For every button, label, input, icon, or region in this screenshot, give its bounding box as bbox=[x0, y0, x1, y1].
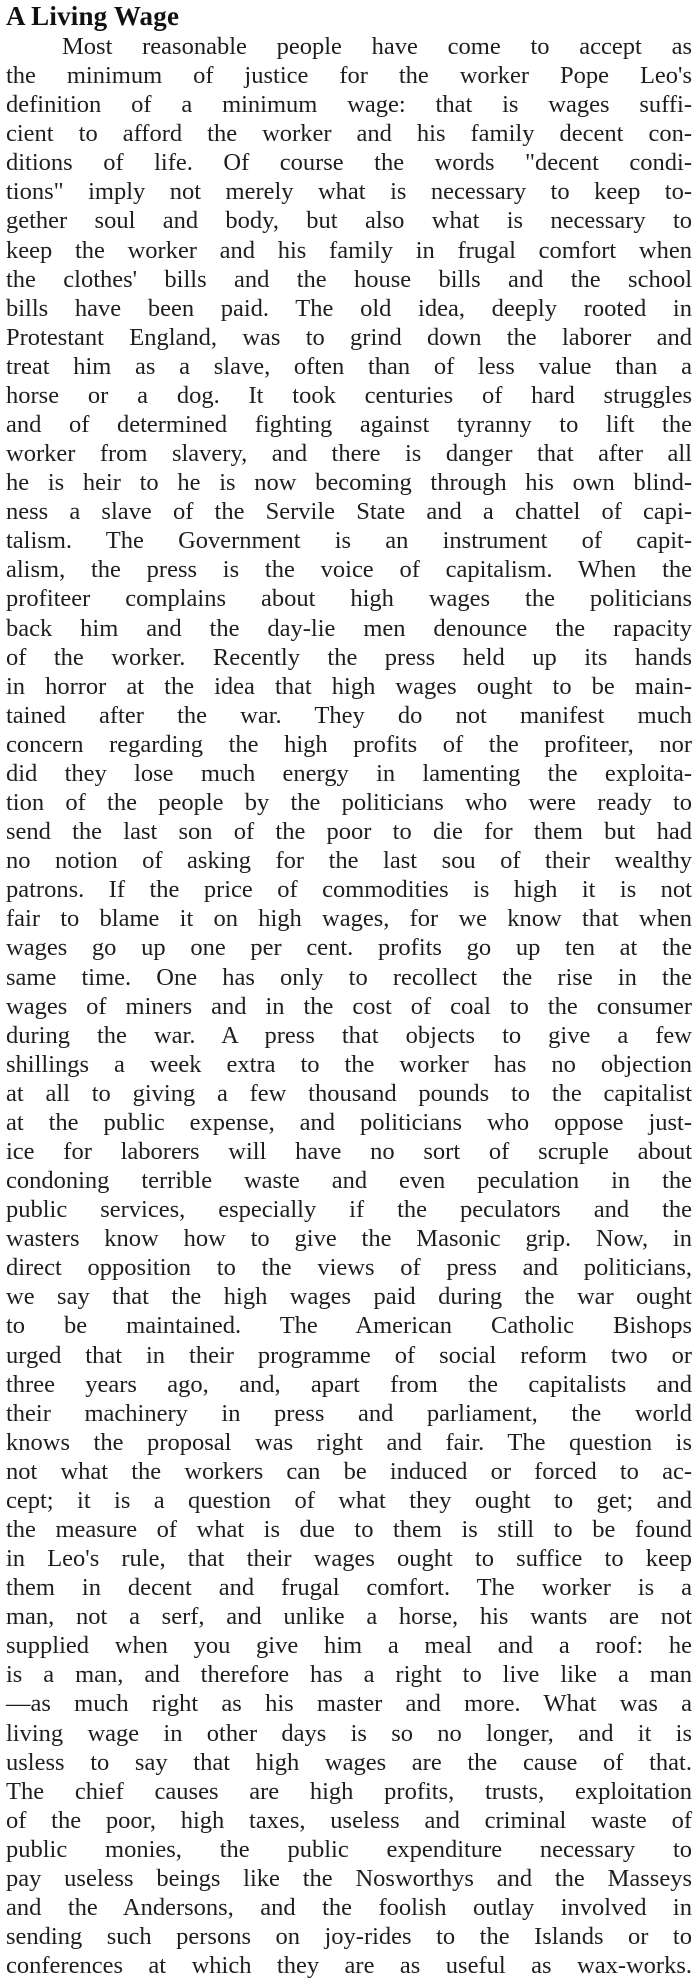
article-line: living wage in other days is so no longer, and it is bbox=[6, 1719, 692, 1747]
article-line: same time. One has only to recollect the rise in the bbox=[6, 963, 692, 991]
article-line: of the poor, high taxes, useless and criminal waste of bbox=[6, 1806, 692, 1834]
article-line: conferences at which they are as useful as wax-works. bbox=[6, 1952, 692, 1980]
article-line: at all to giving a few thousand pounds to the capitalist bbox=[6, 1079, 692, 1107]
article-line: horse or a dog. It took centuries of hard struggles bbox=[6, 381, 692, 409]
article-line: fair to blame it on high wages, for we know that when bbox=[6, 905, 692, 933]
article-line: wages go up one per cent. profits go up ten at the bbox=[6, 934, 692, 962]
article-line: treat him as a slave, often than of less value than a bbox=[6, 352, 692, 380]
article-line: not what the workers can be induced or forced to ac- bbox=[6, 1457, 692, 1485]
article-line: is a man, and therefore has a right to live like a man bbox=[6, 1661, 692, 1689]
article-line: the clothes' bills and the house bills and the school bbox=[6, 265, 692, 293]
article-line: public monies, the public expenditure necessary to bbox=[6, 1835, 692, 1863]
article-line: cept; it is a question of what they ought to get; and bbox=[6, 1486, 692, 1514]
article-line: them in decent and frugal comfort. The worker is a bbox=[6, 1574, 692, 1602]
article-line: —as much right as his master and more. What was a bbox=[6, 1690, 692, 1718]
article-line: condoning terrible waste and even peculation in the bbox=[6, 1167, 692, 1195]
article-line: and the Andersons, and the foolish outlay involved in bbox=[6, 1894, 692, 1921]
article-line: supplied when you give him a meal and a roof: he bbox=[6, 1632, 692, 1660]
article-line: ice for laborers will have no sort of scruple about bbox=[6, 1137, 692, 1165]
article-line: worker from slavery, and there is danger that after all bbox=[6, 440, 692, 468]
article-line: talism. The Government is an instrument of capit- bbox=[6, 527, 692, 555]
article-headline: A Living Wage bbox=[6, 1, 180, 31]
article-line: he is heir to he is now becoming through his own blind- bbox=[6, 469, 692, 497]
article-line: in horror at the idea that high wages ought to be main- bbox=[6, 672, 692, 700]
article-line: in Leo's rule, that their wages ought to suffice to keep bbox=[6, 1545, 692, 1573]
article-line: ditions of life. Of course the words "decent condi- bbox=[6, 149, 692, 177]
article-line: knows the proposal was right and fair. The question is bbox=[6, 1428, 692, 1456]
article-line: back him and the day-lie men denounce the rapacity bbox=[6, 614, 692, 642]
article-line: direct opposition to the views of press and politicians, bbox=[6, 1254, 692, 1282]
article-line: pay useless beings like the Nosworthys and the Masseys bbox=[6, 1864, 692, 1892]
article-line: we say that the high wages paid during the war ought bbox=[6, 1283, 692, 1311]
article-line: cient to afford the worker and his family decent con- bbox=[6, 120, 692, 148]
article-line: gether soul and body, but also what is necessary to bbox=[6, 207, 692, 235]
article-line: send the last son of the poor to die for them but had bbox=[6, 818, 692, 846]
article-line: tions" imply not merely what is necessary to keep to- bbox=[6, 178, 692, 206]
article-line: tion of the people by the politicians who were ready to bbox=[6, 789, 692, 817]
article-line: wages of miners and in the cost of coal to the consumer bbox=[6, 992, 692, 1020]
article-body bbox=[6, 32, 692, 1980]
article-line: man, not a serf, and unlike a horse, his wants are not bbox=[6, 1603, 692, 1631]
article-line: The chief causes are high profits, trusts, exploitation bbox=[6, 1777, 692, 1805]
article-line: ness a slave of the Servile State and a chattel of capi- bbox=[6, 498, 692, 526]
article-line: urged that in their programme of social reform two or bbox=[6, 1341, 692, 1369]
article-line: three years ago, and, apart from the capitalists and bbox=[6, 1370, 692, 1398]
article-line: of the worker. Recently the press held up its hands bbox=[6, 643, 692, 671]
article-line: Most reasonable people have come to accept as bbox=[62, 33, 692, 60]
article-line: to be maintained. The American Catholic Bishops bbox=[6, 1312, 692, 1340]
article-line: keep the worker and his family in frugal comfort when bbox=[6, 236, 692, 264]
article-line: at the public expense, and politicians who oppose just- bbox=[6, 1108, 692, 1136]
article-line: the minimum of justice for the worker Pope Leo's bbox=[6, 62, 692, 90]
article-line: Protestant England, was to grind down the laborer and bbox=[6, 323, 692, 351]
article-line: during the war. A press that objects to give a few bbox=[6, 1021, 692, 1049]
article-line: patrons. If the price of commodities is high it is not bbox=[6, 876, 692, 904]
article-line: bills have been paid. The old idea, deeply rooted in bbox=[6, 294, 692, 322]
article-line: the measure of what is due to them is still to be found bbox=[6, 1515, 692, 1543]
article-line: definition of a minimum wage: that is wages suffi- bbox=[6, 91, 692, 119]
article-line: their machinery in press and parliament, the world bbox=[6, 1399, 692, 1427]
article-line: alism, the press is the voice of capitalism. When the bbox=[6, 556, 692, 584]
article-line: profiteer complains about high wages the politicians bbox=[6, 585, 692, 613]
article-line: did they lose much energy in lamenting the exploita- bbox=[6, 759, 692, 787]
article-line: no notion of asking for the last sou of their wealthy bbox=[6, 847, 692, 875]
article-line: usless to say that high wages are the cause of that. bbox=[6, 1748, 692, 1776]
article-line: public services, especially if the peculators and the bbox=[6, 1196, 692, 1224]
article-line: tained after the war. They do not manifest much bbox=[6, 701, 692, 729]
article-line: sending such persons on joy-rides to the Islands or to bbox=[6, 1923, 692, 1951]
article-line: shillings a week extra to the worker has no objection bbox=[6, 1050, 692, 1078]
article-line: wasters know how to give the Masonic grip. Now, in bbox=[6, 1225, 692, 1253]
article-line: and of determined fighting against tyranny to lift the bbox=[6, 411, 692, 439]
article-line: concern regarding the high profits of the profiteer, nor bbox=[6, 730, 692, 758]
